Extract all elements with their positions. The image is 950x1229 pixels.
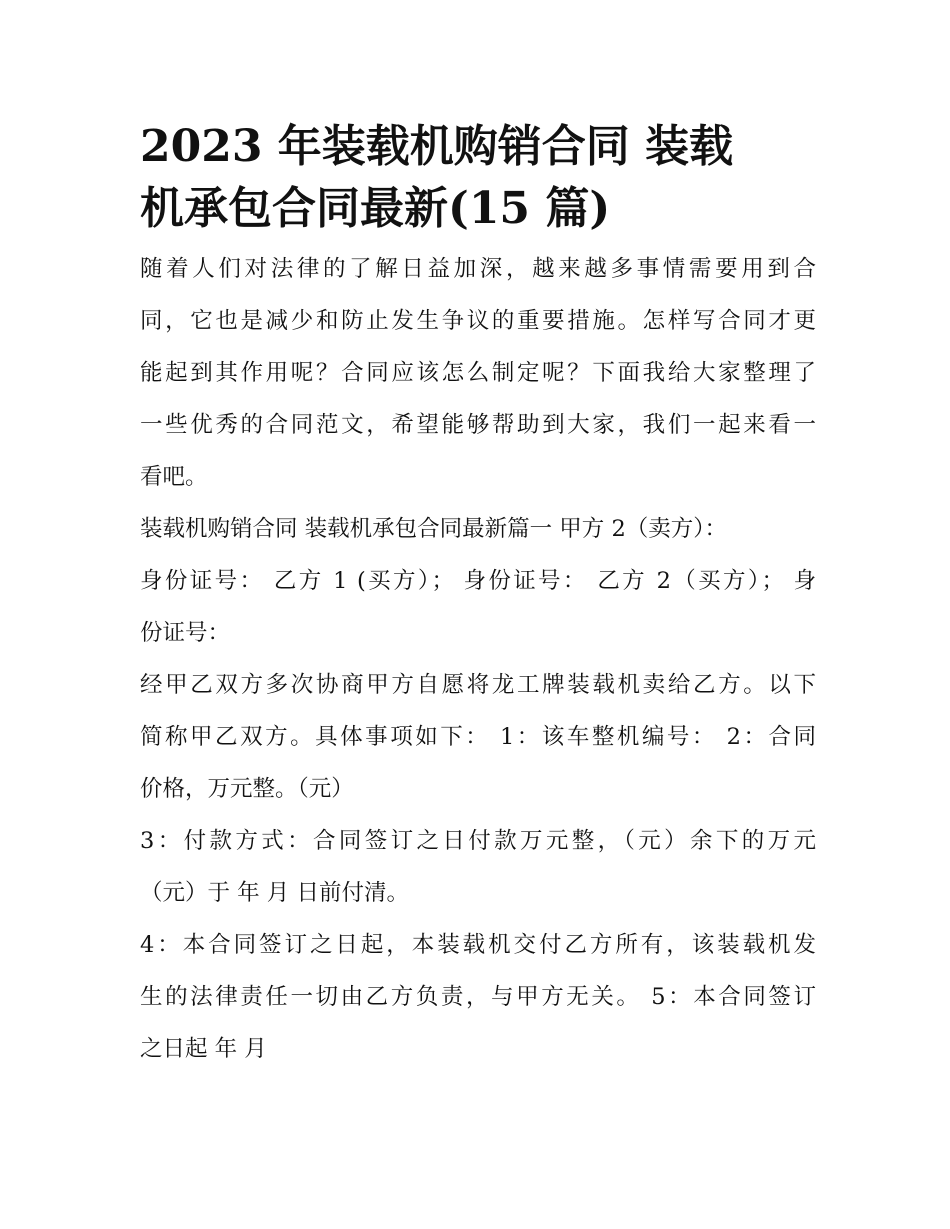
title-line: 2023 年装载机购销合同 装载 [140, 121, 734, 172]
text-line: 一些优秀的合同范文，希望能够帮助到大家，我们一起来看一 [140, 412, 816, 438]
text-line: 经甲乙双方多次协商甲方自愿将龙工牌装载机卖给乙方。以下 [140, 672, 816, 698]
text-line: 同，它也是减少和防止发生争议的重要措施。怎样写合同才更 [140, 308, 816, 334]
paragraph-terms [140, 664, 816, 820]
text-line: 之日起 年 月 [140, 1036, 267, 1062]
paragraph-delivery [140, 924, 816, 1080]
paragraph-intro [140, 248, 816, 508]
paragraph-parties [140, 508, 816, 664]
text-line: 随着人们对法律的了解日益加深，越来越多事情需要用到合 [140, 256, 816, 282]
text-line: 份证号： [140, 620, 231, 646]
title-line: 机承包合同最新(15 篇) [140, 183, 611, 234]
text-line: 生的法律责任一切由乙方负责，与甲方无关。 5：本合同签订 [140, 984, 816, 1010]
text-line: 身份证号： 乙方 1 (买方）； 身份证号： 乙方 2（买方）； 身 [140, 568, 816, 594]
text-line: 看吧。 [140, 464, 208, 490]
text-line: 能起到其作用呢？合同应该怎么制定呢？下面我给大家整理了 [140, 360, 816, 386]
text-line: 3：付款方式：合同签订之日付款万元整，（元）余下的万元 [140, 828, 816, 854]
paragraph-payment [140, 820, 816, 924]
text-line: 4：本合同签订之日起，本装载机交付乙方所有，该装载机发 [140, 932, 816, 958]
text-line: 价格，万元整。（元） [140, 776, 354, 802]
document-page [140, 116, 816, 1080]
document-title [140, 116, 816, 240]
text-line: 装载机购销合同 装载机承包合同最新篇一 甲方 2（卖方）： [140, 516, 728, 542]
text-line: 简称甲乙双方。具体事项如下： 1：该车整机编号： 2：合同 [140, 724, 816, 750]
text-line: （元）于 年 月 日前付清。 [140, 880, 409, 906]
